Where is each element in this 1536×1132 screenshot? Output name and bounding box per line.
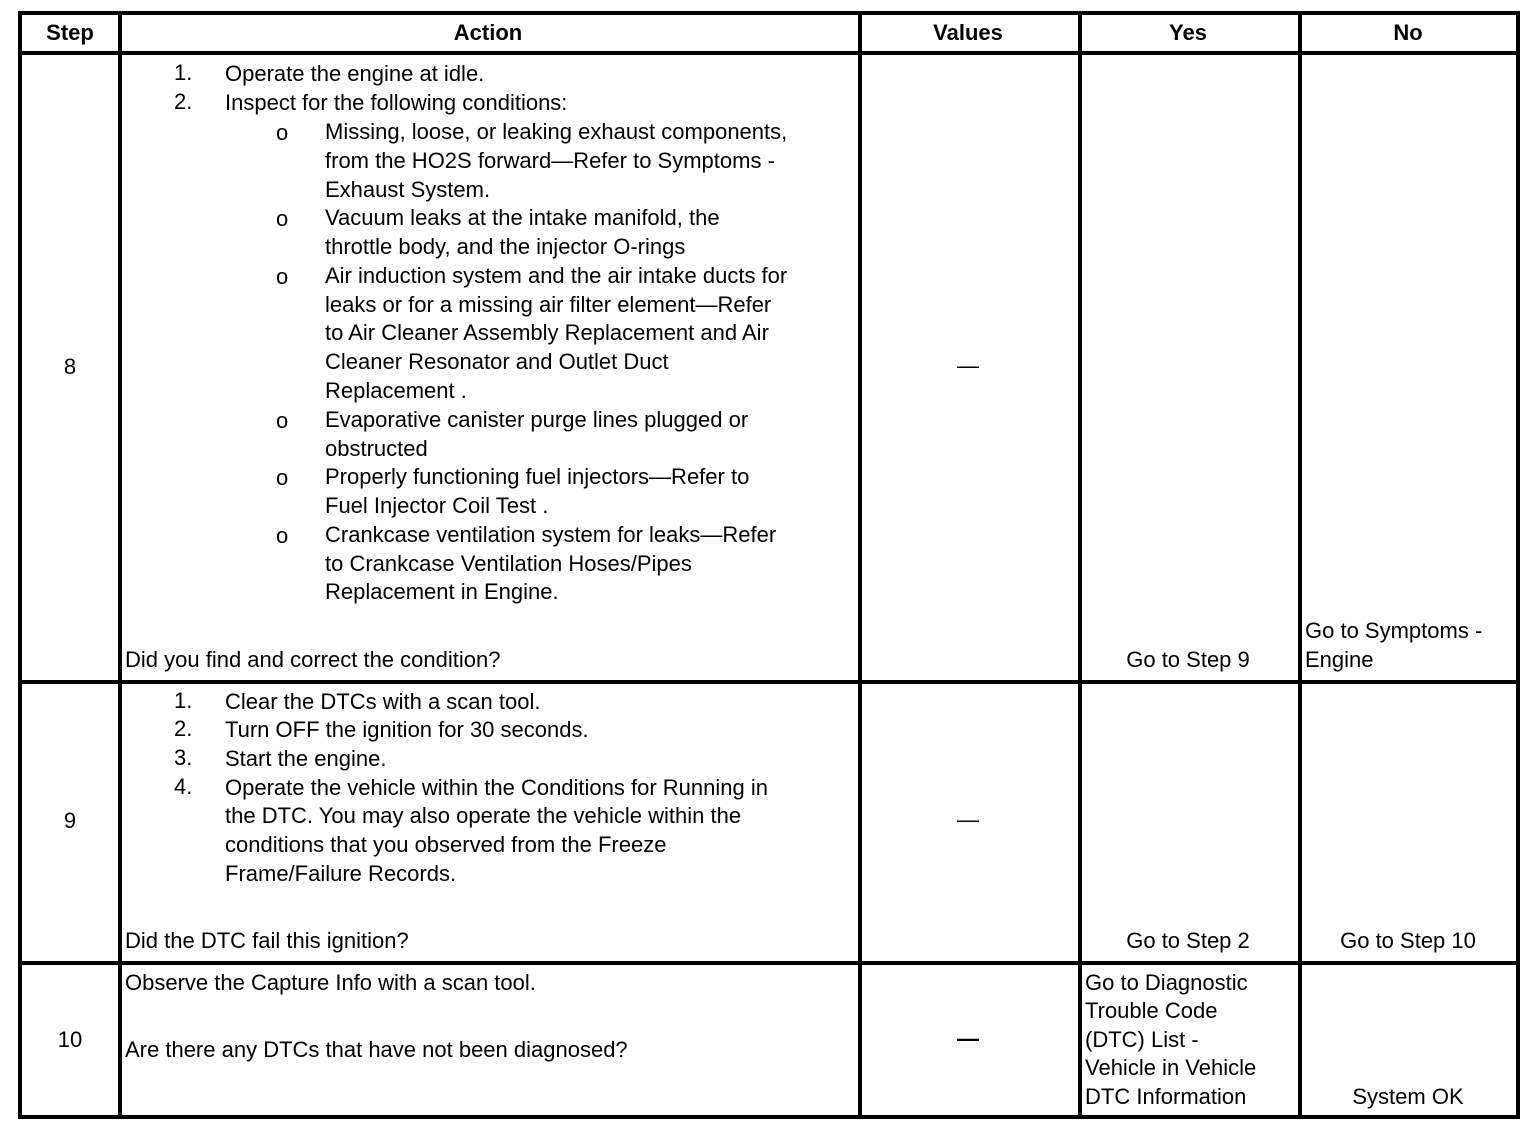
col-divider [858,15,862,1115]
row10-yes-line: (DTC) List - [1085,1027,1199,1052]
row10-step: 10 [57,1027,83,1052]
bullet-line: Crankcase ventilation system for leaks—Refer [325,522,777,547]
row10-value: — [957,1026,979,1051]
row9-step4-line: the DTC. You may also operate the vehicle within the [225,803,742,828]
row10-yes-line: Trouble Code [1085,998,1218,1023]
header-yes: Yes [1169,20,1207,45]
header-no: No [1393,20,1423,45]
header-action: Action [453,20,523,45]
bullet-line: Replacement . [325,378,467,403]
row10-question: Are there any DTCs that have not been diagnosed? [125,1037,628,1062]
row10-action: Observe the Capture Info with a scan tool. [125,970,536,995]
row-divider [22,961,1516,965]
bullet-line: Fuel Injector Coil Test . [325,493,549,518]
bullet-line: to Crankcase Ventilation Hoses/Pipes [325,551,692,576]
row8-step2-num: 2. [174,89,193,114]
row9-step3-num: 3. [174,745,193,770]
header-values: Values [933,20,1003,45]
row9-question: Did the DTC fail this ignition? [125,928,409,953]
bullet-icon: o [276,264,289,289]
bullet-icon: o [276,408,289,433]
bullet-line: from the HO2S forward—Refer to Symptoms - [325,148,775,173]
bullet-line: Missing, loose, or leaking exhaust components, [325,119,788,144]
bullet-line: throttle body, and the injector O-rings [325,234,686,259]
row8-question: Did you find and correct the condition? [125,647,501,672]
col-divider [118,15,122,1115]
row9-step4-line: Frame/Failure Records. [225,861,457,886]
bullet-icon: o [276,523,289,548]
bullet-line: Air induction system and the air intake ducts for [325,263,788,288]
header-step: Step [46,20,94,45]
bullet-line: Exhaust System. [325,177,491,202]
row9-no: Go to Step 10 [1340,928,1476,953]
bullet-line: Replacement in Engine. [325,579,559,604]
row9-step2-text: Turn OFF the ignition for 30 seconds. [225,717,589,742]
row8-no-line: Engine [1305,647,1374,672]
bullet-icon: o [276,465,289,490]
row8-step2-text: Inspect for the following conditions: [225,90,568,115]
row10-yes-line: Go to Diagnostic [1085,970,1248,995]
row-divider [22,680,1516,684]
bullet-line: Evaporative canister purge lines plugged or [325,407,749,432]
row9-step1-text: Clear the DTCs with a scan tool. [225,689,541,714]
row9-step4-num: 4. [174,774,193,799]
bullet-line: obstructed [325,436,428,461]
row9-step1-num: 1. [174,688,193,713]
row10-no: System OK [1352,1084,1464,1109]
bullet-line: Properly functioning fuel injectors—Refer to [325,464,750,489]
bullet-line: to Air Cleaner Assembly Replacement and Air [325,320,769,345]
row8-yes: Go to Step 9 [1126,647,1250,672]
row9-yes: Go to Step 2 [1126,928,1250,953]
row8-step: 8 [63,354,77,379]
bullet-line: leaks or for a missing air filter element—Refer [325,292,772,317]
row9-value: — [957,807,979,832]
row8-value: — [957,353,979,378]
bullet-line: Vacuum leaks at the intake manifold, the [325,205,720,230]
row8-no-line: Go to Symptoms - [1305,618,1483,643]
bullet-line: Cleaner Resonator and Outlet Duct [325,349,669,374]
row10-yes-line: Vehicle in Vehicle [1085,1055,1257,1080]
row9-step4-line: conditions that you observed from the Freeze [225,832,667,857]
row8-step1-num: 1. [174,60,193,85]
row9-step: 9 [63,808,77,833]
bullet-icon: o [276,206,289,231]
row9-step3-text: Start the engine. [225,746,387,771]
bullet-icon: o [276,120,289,145]
row-divider [22,51,1516,55]
row10-yes-line: DTC Information [1085,1084,1247,1109]
row9-step4-line: Operate the vehicle within the Conditions for Running in [225,775,768,800]
row8-step1-text: Operate the engine at idle. [225,61,485,86]
row9-step2-num: 2. [174,716,193,741]
